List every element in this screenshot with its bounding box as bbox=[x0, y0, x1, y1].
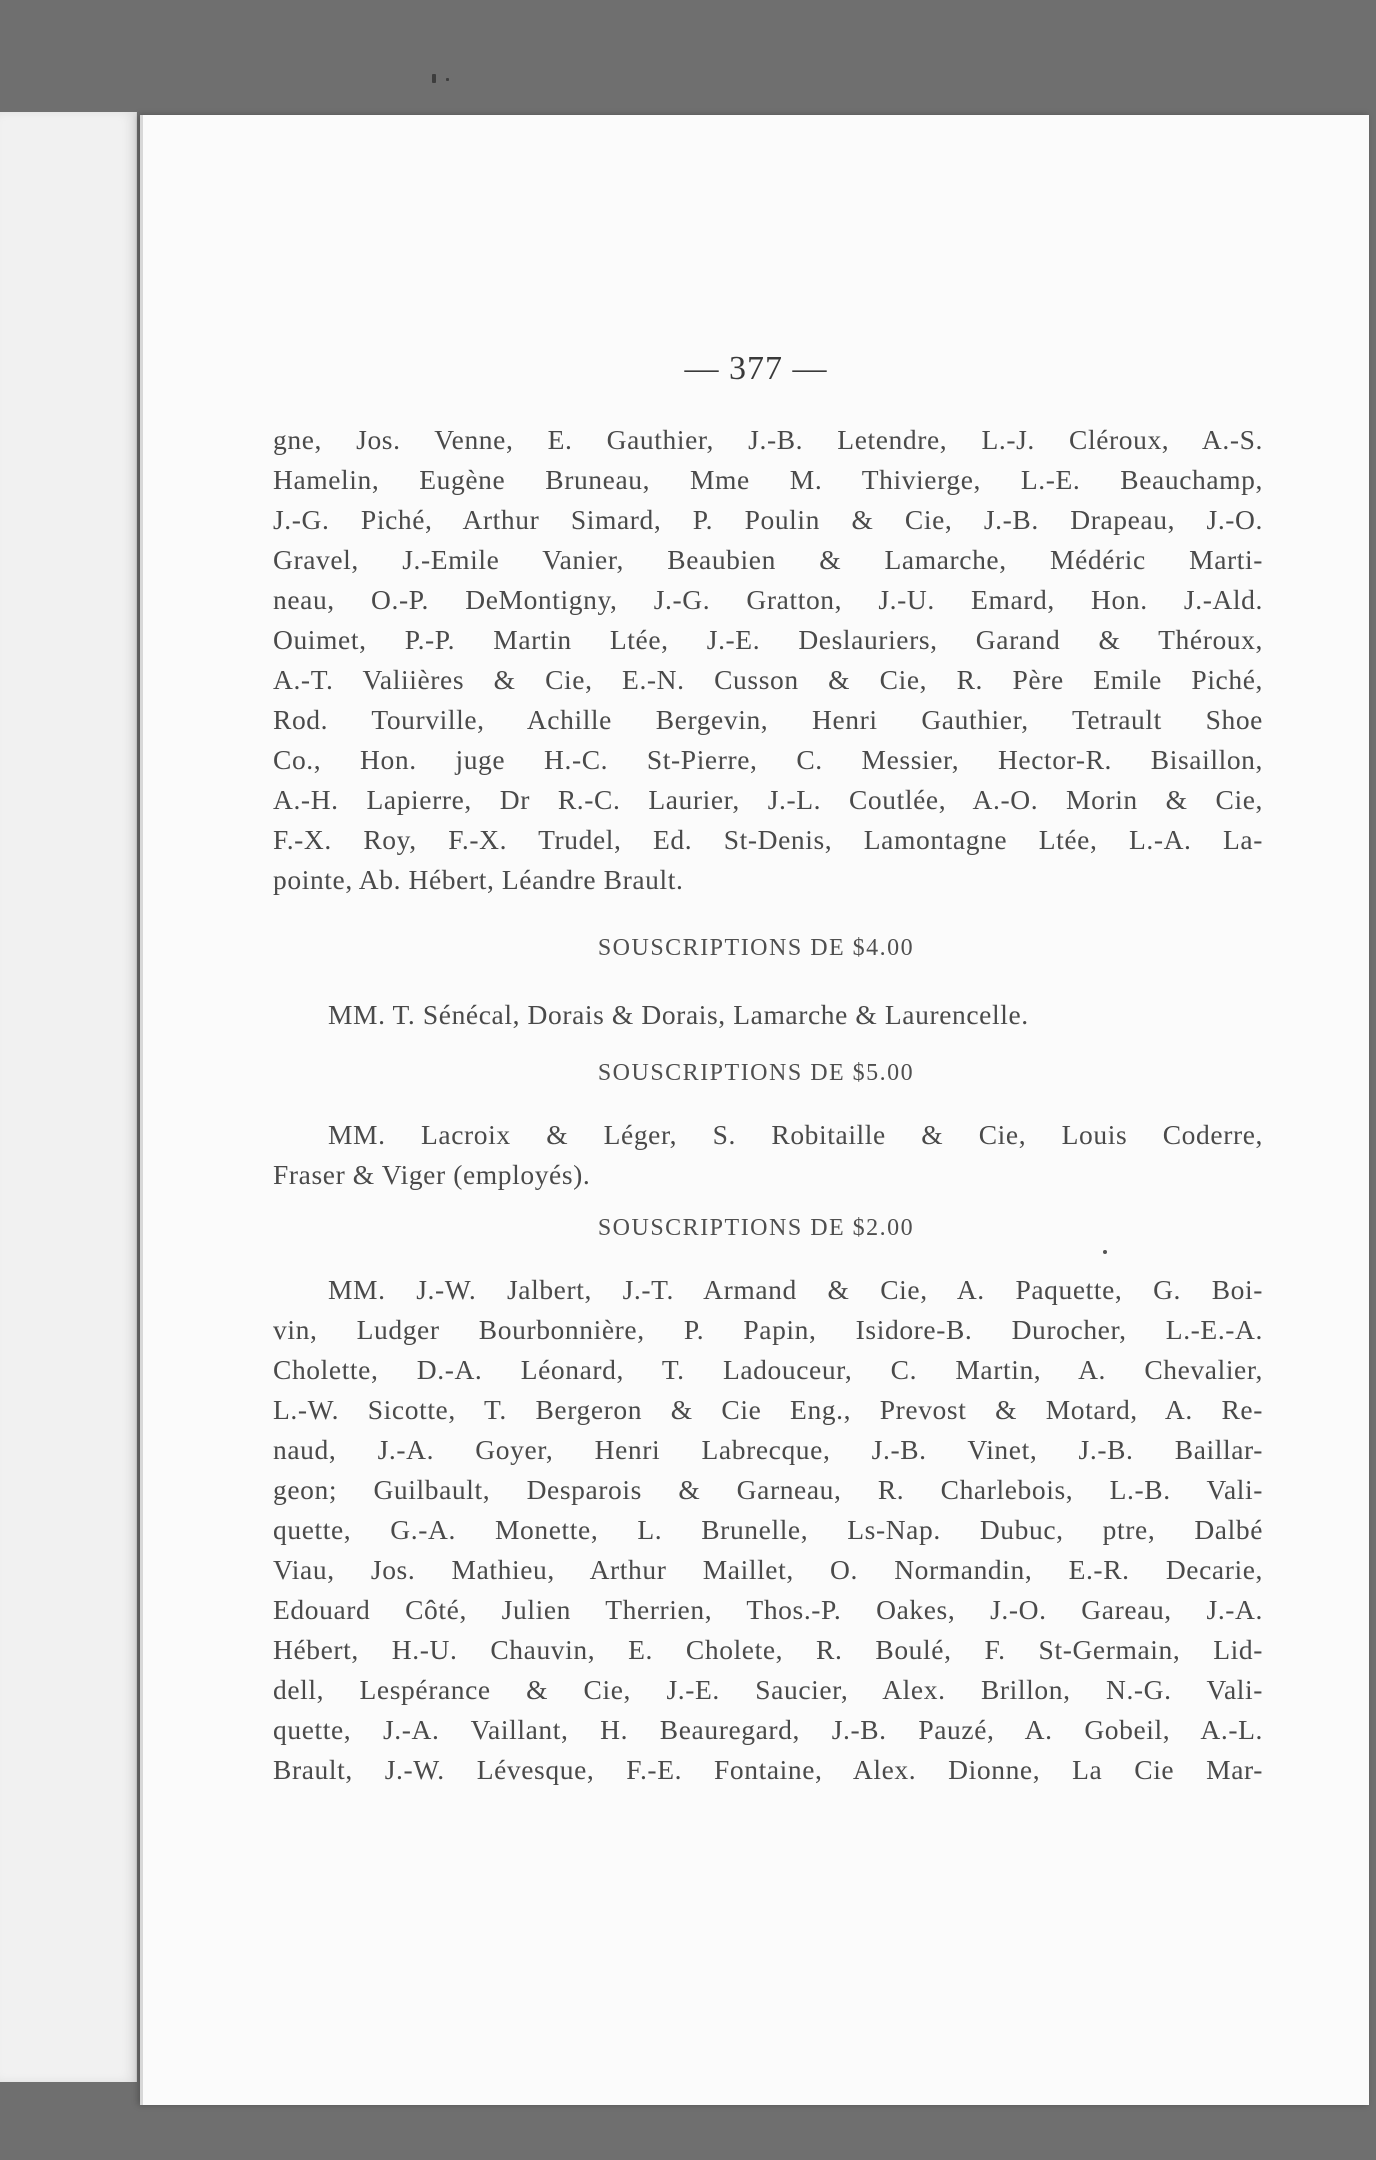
text-line: quette, J.-A. Vaillant, H. Beauregard, J.-B. Pauzé, A. Gobeil, A.-L. bbox=[273, 1714, 1263, 1745]
text-line: Ouimet, P.-P. Martin Ltée, J.-E. Deslauriers, Garand & Théroux, bbox=[273, 624, 1263, 655]
text-line: Brault, J.-W. Lévesque, F.-E. Fontaine, Alex. Dionne, La Cie Mar- bbox=[273, 1754, 1263, 1785]
text-line: MM. J.-W. Jalbert, J.-T. Armand & Cie, A. Paquette, G. Boi- bbox=[328, 1274, 1263, 1305]
paragraph-5-dollars bbox=[273, 1115, 1263, 1195]
text-line: naud, J.-A. Goyer, Henri Labrecque, J.-B. Vinet, J.-B. Baillar- bbox=[273, 1434, 1263, 1465]
text-line: A.-T. Valiières & Cie, E.-N. Cusson & Cie, R. Père Emile Piché, bbox=[273, 664, 1263, 695]
text-line: gne, Jos. Venne, E. Gauthier, J.-B. Letendre, L.-J. Cléroux, A.-S. bbox=[273, 424, 1263, 455]
text-line: Co., Hon. juge H.-C. St-Pierre, C. Messier, Hector-R. Bisaillon, bbox=[273, 744, 1263, 775]
text-line: quette, G.-A. Monette, L. Brunelle, Ls-Nap. Dubuc, ptre, Dalbé bbox=[273, 1514, 1263, 1545]
text-line: Fraser & Viger (employés). bbox=[273, 1159, 591, 1190]
text-line: geon; Guilbault, Desparois & Garneau, R. Charlebois, L.-B. Vali- bbox=[273, 1474, 1263, 1505]
text-line: MM. Lacroix & Léger, S. Robitaille & Cie, Louis Coderre, bbox=[328, 1119, 1263, 1150]
scan-speck-marks bbox=[420, 70, 460, 94]
text-line: J.-G. Piché, Arthur Simard, P. Poulin & Cie, J.-B. Drapeau, J.-O. bbox=[273, 504, 1263, 535]
text-line: L.-W. Sicotte, T. Bergeron & Cie Eng., Prevost & Motard, A. Re- bbox=[273, 1394, 1263, 1425]
page-number: — 377 — bbox=[684, 350, 828, 387]
section-heading-5-dollars: SOUSCRIPTIONS DE $5.00 bbox=[597, 1060, 915, 1086]
text-line: neau, O.-P. DeMontigny, J.-G. Gratton, J.-U. Emard, Hon. J.-Ald. bbox=[273, 584, 1263, 615]
text-line: Viau, Jos. Mathieu, Arthur Maillet, O. Normandin, E.-R. Decarie, bbox=[273, 1554, 1263, 1585]
paragraph-4-dollars bbox=[273, 995, 1263, 1035]
facing-page-edge bbox=[0, 112, 137, 2082]
text-line: Cholette, D.-A. Léonard, T. Ladouceur, C. Martin, A. Chevalier, bbox=[273, 1354, 1263, 1385]
text-line: MM. T. Sénécal, Dorais & Dorais, Lamarche & Laurencelle. bbox=[328, 999, 1029, 1030]
text-line: dell, Lespérance & Cie, J.-E. Saucier, Alex. Brillon, N.-G. Vali- bbox=[273, 1674, 1263, 1705]
paragraph-subscribers-continued bbox=[273, 420, 1263, 900]
text-line: F.-X. Roy, F.-X. Trudel, Ed. St-Denis, Lamontagne Ltée, L.-A. La- bbox=[273, 824, 1263, 855]
book-page bbox=[140, 115, 1369, 2105]
scan-speck bbox=[1103, 1250, 1107, 1254]
paragraph-2-dollars bbox=[273, 1270, 1263, 1790]
text-line: Rod. Tourville, Achille Bergevin, Henri Gauthier, Tetrault Shoe bbox=[273, 704, 1263, 735]
text-line: Edouard Côté, Julien Therrien, Thos.-P. Oakes, J.-O. Gareau, J.-A. bbox=[273, 1594, 1263, 1625]
text-line: A.-H. Lapierre, Dr R.-C. Laurier, J.-L. Coutlée, A.-O. Morin & Cie, bbox=[273, 784, 1263, 815]
section-heading-4-dollars: SOUSCRIPTIONS DE $4.00 bbox=[597, 935, 915, 961]
section-heading-2-dollars: SOUSCRIPTIONS DE $2.00 bbox=[597, 1215, 915, 1241]
text-line: Gravel, J.-Emile Vanier, Beaubien & Lamarche, Médéric Marti- bbox=[273, 544, 1263, 575]
text-line: Hébert, H.-U. Chauvin, E. Cholete, R. Boulé, F. St-Germain, Lid- bbox=[273, 1634, 1263, 1665]
text-line: pointe, Ab. Hébert, Léandre Brault. bbox=[273, 864, 684, 895]
text-line: vin, Ludger Bourbonnière, P. Papin, Isidore-B. Durocher, L.-E.-A. bbox=[273, 1314, 1263, 1345]
text-line: Hamelin, Eugène Bruneau, Mme M. Thivierge, L.-E. Beauchamp, bbox=[273, 464, 1263, 495]
